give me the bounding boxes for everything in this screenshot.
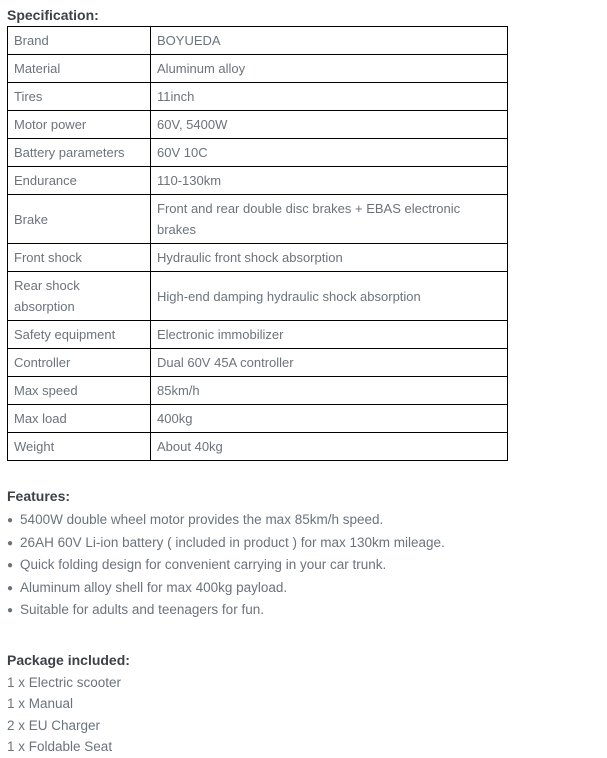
spec-row-max-load (8, 405, 508, 433)
spec-value: About 40kg (151, 433, 508, 461)
spec-row-tires (8, 83, 508, 111)
spec-value: 85km/h (151, 377, 508, 405)
feature-item (7, 509, 607, 532)
spec-label: Endurance (8, 167, 151, 195)
spec-label: Rear shock absorption (8, 272, 151, 321)
spec-row-controller (8, 349, 508, 377)
bullet-icon: ● (7, 605, 14, 616)
spec-row-weight (8, 433, 508, 461)
spec-value: 11inch (151, 83, 508, 111)
feature-item (7, 599, 607, 622)
spec-value: Aluminum alloy (151, 55, 508, 83)
specification-table (7, 26, 508, 461)
spec-label: Motor power (8, 111, 151, 139)
spec-value: Front and rear double disc brakes + EBAS electronic brakes (151, 195, 508, 244)
bullet-icon: ● (7, 560, 14, 571)
package-item: 1 x Foldable Seat (7, 739, 113, 754)
spec-value: BOYUEDA (151, 27, 508, 55)
feature-item (7, 532, 607, 555)
spec-label: Tires (8, 83, 151, 111)
spec-row-endurance (8, 167, 508, 195)
spec-label: Brand (8, 27, 151, 55)
bullet-icon: ● (7, 537, 14, 549)
feature-text: 26AH 60V Li-ion battery ( included in product ) for max 130km mileage. (20, 534, 445, 550)
package-item: 1 x Manual (7, 696, 74, 711)
feature-text: Quick folding design for convenient carrying in your car trunk. (20, 557, 387, 572)
bullet-icon: ● (7, 515, 14, 526)
spec-label: Controller (8, 349, 151, 377)
spec-row-battery (8, 139, 508, 167)
spec-value: Electronic immobilizer (151, 321, 508, 349)
spec-value: Dual 60V 45A controller (151, 349, 508, 377)
spec-row-max-speed (8, 377, 508, 405)
spec-value: 60V 10C (151, 139, 508, 167)
spec-value: Hydraulic front shock absorption (151, 244, 508, 272)
spec-row-motor-power (8, 111, 508, 139)
feature-text: Aluminum alloy shell for max 400kg payload. (20, 579, 288, 595)
feature-text: 5400W double wheel motor provides the max 85km/h speed. (20, 512, 384, 527)
package-item: 2 x EU Charger (7, 717, 101, 733)
features-heading: Features: (7, 488, 71, 504)
spec-label: Max speed (8, 377, 151, 405)
feature-item (7, 577, 607, 600)
package-included-section (7, 652, 607, 758)
spec-value: 400kg (151, 405, 508, 433)
spec-label: Brake (8, 195, 151, 244)
features-section (7, 488, 607, 622)
spec-row-brand (8, 27, 508, 55)
spec-row-safety (8, 321, 508, 349)
feature-item (7, 554, 607, 577)
spec-row-front-shock (8, 244, 508, 272)
specification-heading: Specification: (7, 7, 99, 23)
package-item: 1 x Electric scooter (7, 674, 122, 690)
spec-label: Max load (8, 405, 151, 433)
spec-label: Material (8, 55, 151, 83)
spec-row-material (8, 55, 508, 83)
bullet-icon: ● (7, 582, 14, 594)
spec-label: Battery parameters (8, 139, 151, 167)
spec-row-brake (8, 195, 508, 244)
spec-value: 60V, 5400W (151, 111, 508, 139)
spec-label: Weight (8, 433, 151, 461)
spec-value: 110-130km (151, 167, 508, 195)
spec-value: High-end damping hydraulic shock absorption (151, 272, 508, 321)
spec-label: Safety equipment (8, 321, 151, 349)
spec-label: Front shock (8, 244, 151, 272)
package-heading: Package included: (7, 651, 130, 668)
spec-row-rear-shock (8, 272, 508, 321)
feature-text: Suitable for adults and teenagers for fun. (20, 602, 264, 617)
